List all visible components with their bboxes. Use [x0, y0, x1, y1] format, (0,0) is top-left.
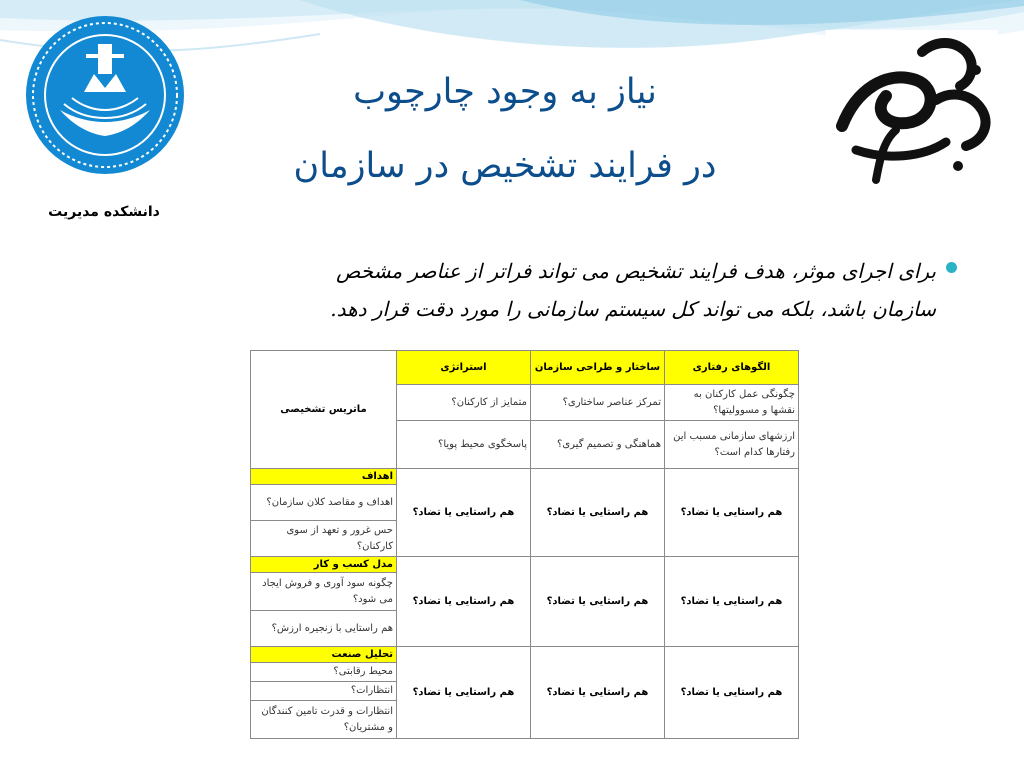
alignment-cell: هم راستایی یا تضاد؟ — [397, 469, 531, 557]
brand-logo — [826, 30, 998, 188]
section-row: محیط رقابتی؟ — [251, 663, 397, 682]
alignment-cell: هم راستایی یا تضاد؟ — [531, 469, 665, 557]
slide-title-line1: نیاز به وجود چارچوب — [353, 72, 657, 112]
section-row: انتظارات و قدرت تامین کنندگان و مشتریان؟ — [251, 701, 397, 739]
alignment-cell: هم راستایی یا تضاد؟ — [665, 469, 799, 557]
alignment-cell: هم راستایی یا تضاد؟ — [531, 557, 665, 647]
faculty-label: دانشکده مدیریت — [48, 204, 160, 220]
header-question: متمایز از کارکنان؟ — [397, 385, 531, 421]
header-question: چگونگی عمل کارکنان به نقشها و مسوولیتها؟ — [665, 385, 799, 421]
bullet-text: برای اجرای موثر، هدف فرایند تشخیص می تواند فراتر از عناصر مشخص سازمان باشد، بلکه می تواند کل سیستم سازمانی را مورد دقت قرار دهد. — [330, 259, 936, 321]
section-row: اهداف و مقاصد کلان سازمان؟ — [251, 485, 397, 521]
header-question: هماهنگی و تصمیم گیری؟ — [531, 421, 665, 469]
matrix-corner-label: ماتریس تشخیصی — [251, 351, 397, 469]
column-header-structure: ساختار و طراحی سازمان — [531, 351, 665, 385]
section-title: تحلیل صنعت — [251, 647, 397, 663]
alignment-cell: هم راستایی یا تضاد؟ — [665, 557, 799, 647]
section-row: چگونه سود آوری و فروش ایجاد می شود؟ — [251, 573, 397, 611]
section-row: حس غرور و تعهد از سوی کارکنان؟ — [251, 521, 397, 557]
header-question: ارزشهای سازمانی مسبب این رفتارها کدام است؟ — [665, 421, 799, 469]
column-header-behavior: الگوهای رفتاری — [665, 351, 799, 385]
section-row: انتظارات؟ — [251, 682, 397, 701]
section-title: اهداف — [251, 469, 397, 485]
alignment-cell: هم راستایی یا تضاد؟ — [397, 647, 531, 739]
alignment-cell: هم راستایی یا تضاد؟ — [531, 647, 665, 739]
header-question: تمرکز عناصر ساختاری؟ — [531, 385, 665, 421]
alignment-cell: هم راستایی یا تضاد؟ — [665, 647, 799, 739]
bullet-icon — [946, 262, 957, 273]
header-question: پاسخگوی محیط پویا؟ — [397, 421, 531, 469]
section-title: مدل کسب و کار — [251, 557, 397, 573]
section-row: هم راستایی با زنجیره ارزش؟ — [251, 611, 397, 647]
university-logo — [24, 14, 186, 176]
diagnostic-matrix — [250, 350, 799, 739]
column-header-strategy: استراتژی — [397, 351, 531, 385]
alignment-cell: هم راستایی یا تضاد؟ — [397, 557, 531, 647]
slide-title-line2: در فرایند تشخیص در سازمان — [293, 146, 717, 186]
